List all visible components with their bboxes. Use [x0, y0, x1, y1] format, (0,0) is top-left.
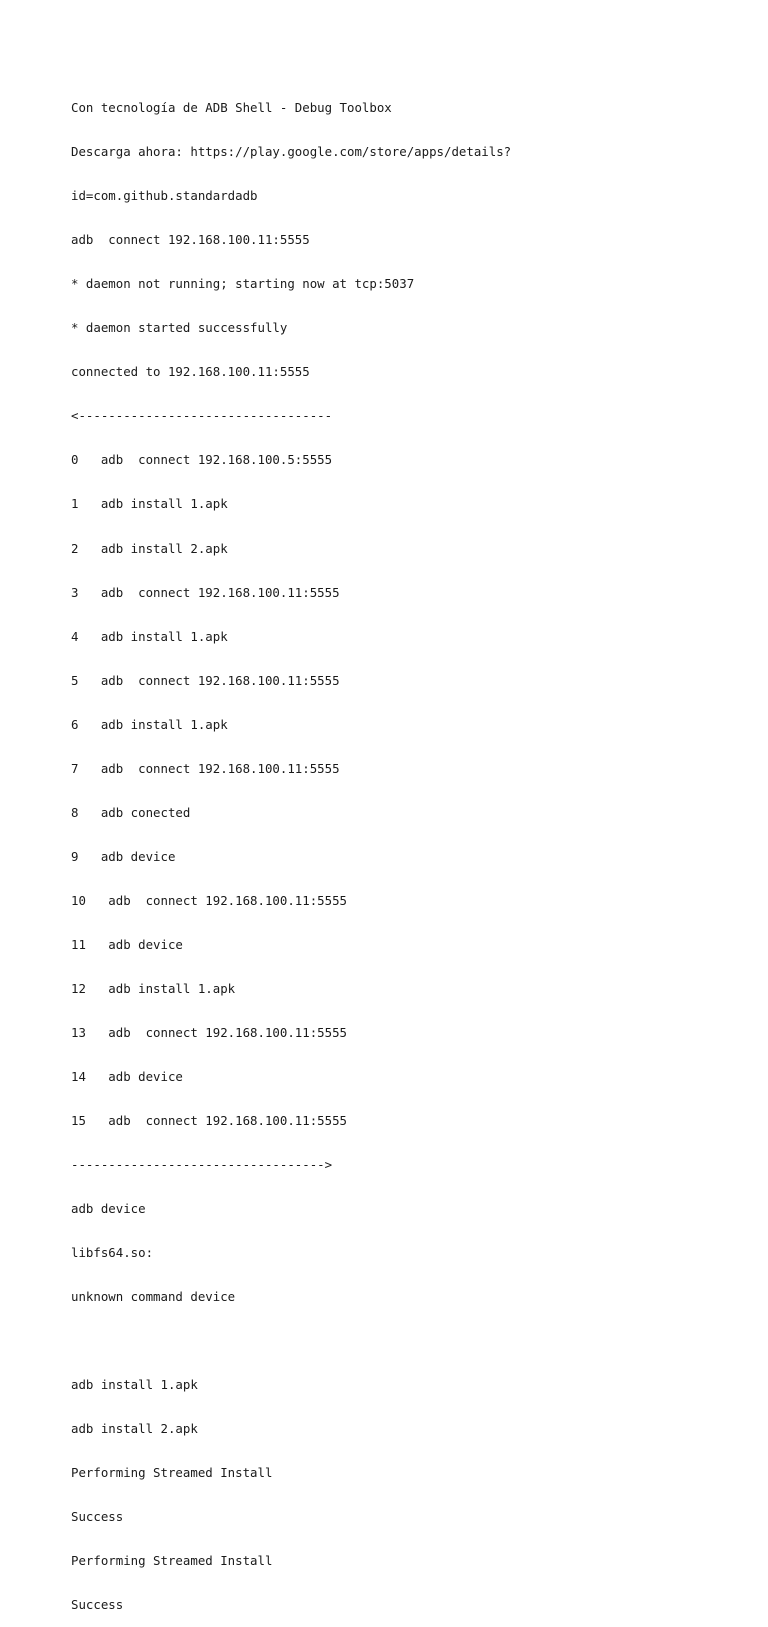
history-start-divider: <----------------------------------: [71, 408, 333, 424]
download-line-cont: id=com.github.standardadb: [71, 188, 258, 204]
command-line: adb install 1.apk: [71, 1376, 198, 1392]
output-line: * daemon not running; starting now at tcp:5037: [71, 276, 415, 292]
history-item: 4 adb install 1.apk: [71, 628, 228, 644]
header-line: Con tecnología de ADB Shell - Debug Toolbox: [71, 100, 392, 116]
output-line: Success: [71, 1596, 124, 1612]
history-item: 7 adb connect 192.168.100.11:5555: [71, 760, 340, 776]
output-line: unknown command device: [71, 1288, 236, 1304]
download-line: Descarga ahora: https://play.google.com/store/apps/details?: [71, 144, 512, 160]
command-line: adb install 2.apk: [71, 1420, 198, 1436]
history-end-divider: ---------------------------------->: [71, 1156, 333, 1172]
history-item: 9 adb device: [71, 848, 176, 864]
output-line: * daemon started successfully: [71, 320, 288, 336]
history-item: 3 adb connect 192.168.100.11:5555: [71, 584, 340, 600]
history-item: 6 adb install 1.apk: [71, 716, 228, 732]
output-line: Performing Streamed Install: [71, 1464, 273, 1480]
output-line: Performing Streamed Install: [71, 1552, 273, 1568]
history-item: 12 adb install 1.apk: [71, 980, 236, 996]
output-line: libfs64.so:: [71, 1244, 154, 1260]
history-item: 2 adb install 2.apk: [71, 540, 228, 556]
output-line: connected to 192.168.100.11:5555: [71, 364, 310, 380]
command-line: adb device: [71, 1200, 146, 1216]
history-item: 8 adb conected: [71, 804, 191, 820]
history-item: 11 adb device: [71, 936, 183, 952]
history-item: 1 adb install 1.apk: [71, 496, 228, 512]
history-item: 5 adb connect 192.168.100.11:5555: [71, 672, 340, 688]
document-page: [71, 72, 751, 1627]
history-item: 14 adb device: [71, 1068, 183, 1084]
history-item: 13 adb connect 192.168.100.11:5555: [71, 1024, 348, 1040]
command-line: adb connect 192.168.100.11:5555: [71, 232, 310, 248]
output-line: Success: [71, 1508, 124, 1524]
history-item: 10 adb connect 192.168.100.11:5555: [71, 892, 348, 908]
blank-line: [71, 1334, 751, 1349]
history-item: 15 adb connect 192.168.100.11:5555: [71, 1112, 348, 1128]
history-item: 0 adb connect 192.168.100.5:5555: [71, 452, 333, 468]
